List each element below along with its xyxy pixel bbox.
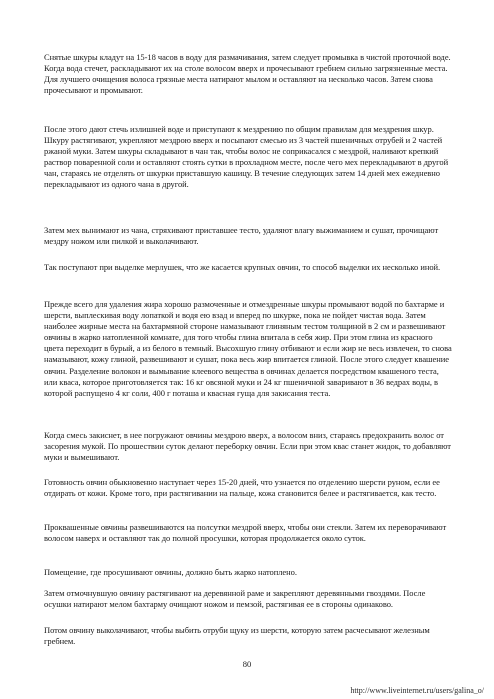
page-number: 80	[242, 659, 252, 669]
paragraph-6: Когда смесь закиснет, в нее погружают овчины мездрою вверх, а волосом вниз, стараясь предохранить волос от засорения мукой. По прошествии суток делают переборку овчин. Если при этом квас станет жидок, то добавляют муки и вымешивают.	[44, 430, 451, 463]
paragraph-4: Так поступают при выделке мерлушек, что же касается крупных овчин, то способ выделки их несколько иной.	[44, 262, 441, 272]
paragraph-8: Проквашенные овчины развешиваются на полсутки мездрой вверх, чтобы они стекли. Затем их переворачивают волосом наверх и оставляют так до полной просушки, которая продолжается около суток.	[44, 522, 447, 544]
paragraph-1: Снятые шкуры кладут на 15-18 часов в воду для размачивания, затем следует промывка в чистой проточной воде. Когда вода стечет, раскладывают их на столе волосом вверх и прочесывают гребнем сильно загрязненные места. Для лучшего очищения волоса грязные места натирают мылом и оставляют на несколько часов. Затем снова прочесывают и промывают.	[44, 52, 451, 96]
paragraph-3: Затем мех вынимают из чана, стряхивают приставшее тесто, удаляют влагу выжиманием и сушат, прочищают мездру ножом или пилкой и выколачивают.	[44, 225, 439, 247]
paragraph-5: Прежде всего для удаления жира хорошо размоченные и отмездренные шкуры промывают водой по бахтарме и шерсти, выплескивая воду лопаткой и водя ею взад и вперед по шкурке, пока не пойдет чистая вода. Затем наиболее жирные места на бахтармяной стороне намазывают глиняным тестом толщиной в 2 см и развешивают овчины в жарко натопленной комнате, для того чтобы глина впитала в себя жир. При этом глина из красного цвета переходит в бурый, а из белого в темный. Высохшую глину отбивают и если жир не весь извлечен, то снова намазывают, кожу глиной, развешивают и сушат, пока весь жир впитается глиной. После этого следует квашение овчин. Разделение волокон и вымывание клеевого вещества в овчинах делается посредством квашеного теста, или кваса, которое приготовляется так: 16 кг овсяной муки и 24 кг пшеничной заваривают в 36 ведрах воды, в которой распущено 4 кг соли, 400 г поташа и квасная гуща для закисания теста.	[44, 299, 452, 398]
footer-url[interactable]: http://www.liveinternet.ru/users/galina_o/	[350, 686, 484, 695]
paragraph-11: Потом овчину выколачивают, чтобы выбить отруби щуку из шерсти, которую затем расчесывают железным гребнем.	[44, 625, 430, 647]
paragraph-7: Готовность овчин обыкновенно наступает через 15-20 дней, что узнается по отделению шерсти руном, если ее отдирать от кожи. Кроме того, при растягивании на пальце, кожа становится белее и растягивается, как тесто.	[44, 477, 440, 499]
paragraph-2: После этого дают стечь излишней воде и приступают к мездрению по общим правилам для мездрения шкур. Шкуру растягивают, укрепляют мездрою вверх и посыпают смесью из 3 частей пшеничных отрубей и 2 частей ржаной муки. Затем шкуры складывают в чан так, чтобы волос не соприкасался с мездрой, наливают крепкий раствор поваренной соли и оставляют стоять сутки в прохладном месте, после чего мех перекладывают в другой чан, стараясь не отделять от шкурки приставшую кашицу. В течение следующих затем 14 дней мех ежедневно перекладывают из одного чана в другой.	[44, 124, 449, 190]
paragraph-10: Затем отмочнувшую овчину растягивают на деревянной раме и закрепляют деревянными гвоздями. После осушки натирают мелом бахтарму очищают ножом и пемзой, растягивая ее в стороны одинаково.	[44, 588, 426, 610]
paragraph-9: Помещение, где просушивают овчины, должно быть жарко натоплено.	[44, 567, 297, 577]
